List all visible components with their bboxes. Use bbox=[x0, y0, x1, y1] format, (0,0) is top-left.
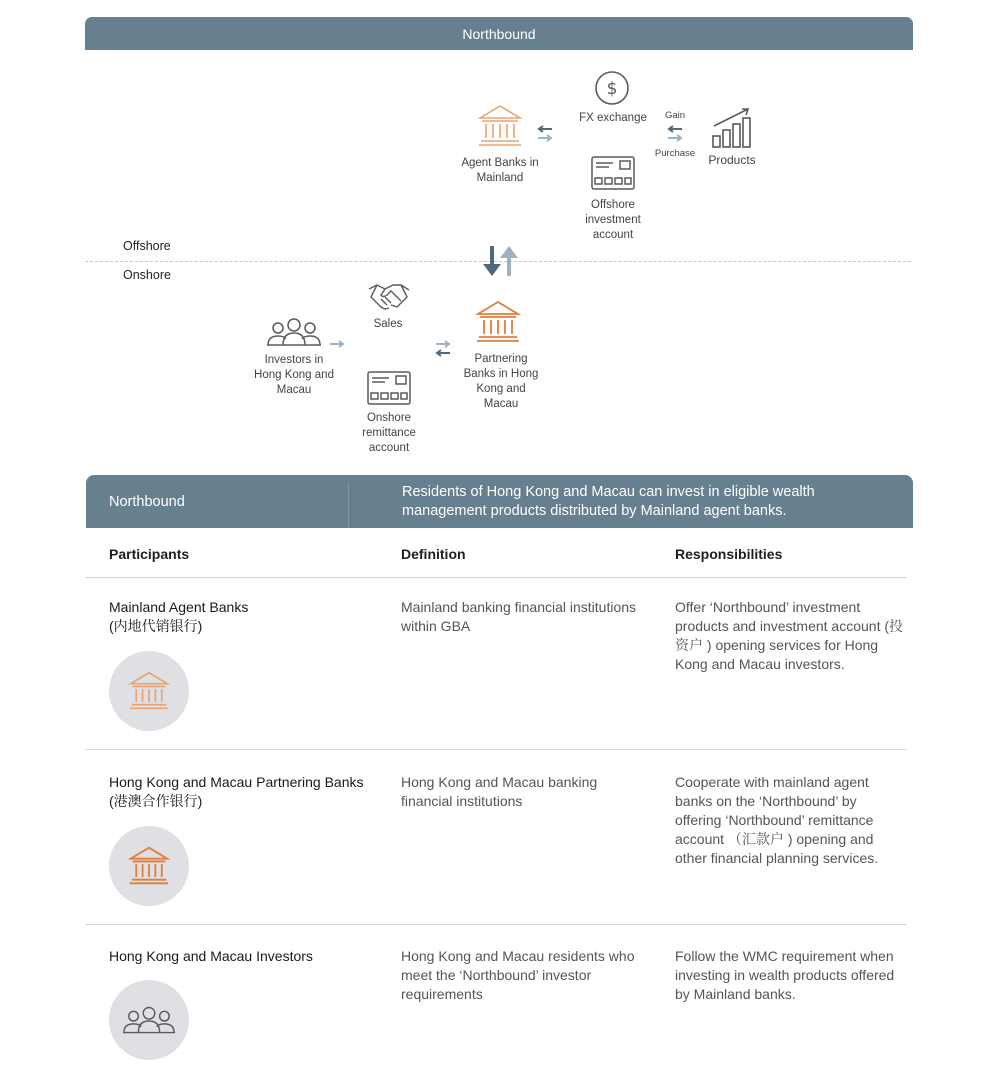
table-divider bbox=[85, 577, 907, 578]
responsibilities-cell: Cooperate with mainland agent banks on the ‘Northbound’ by offering ‘Northbound’ remittance account （汇款户 ) opening and other financial planning services. bbox=[675, 774, 879, 866]
fx-exchange-label: FX exchange bbox=[579, 112, 647, 124]
column-header-responsibilities: Responsibilities bbox=[675, 546, 783, 562]
mainland-bank-avatar bbox=[109, 651, 189, 731]
responsibilities-cell: Follow the WMC requirement when investing in wealth products offered by Mainland banks. bbox=[675, 948, 895, 1002]
banner-title: Northbound bbox=[462, 25, 536, 42]
onshore-zone-label: Onshore bbox=[123, 268, 171, 282]
bank-icon bbox=[127, 845, 171, 887]
definition-cell: Mainland banking financial institutions within GBA bbox=[401, 599, 637, 634]
agent-bank-icon bbox=[476, 103, 524, 154]
partnering-banks-label: Partnering Banks in Hong Kong and Macau bbox=[463, 353, 539, 410]
responsibilities-cell: Offer ‘Northbound’ investment products and investment account (投资户 ) opening services for Hong Kong and Macau investors. bbox=[675, 599, 904, 672]
sales-label: Sales bbox=[373, 318, 403, 330]
partnering-bank-avatar bbox=[109, 826, 189, 906]
participant-name: Mainland Agent Banks bbox=[109, 599, 249, 615]
onshore-exchange-arrows bbox=[434, 339, 452, 364]
definition-cell: Hong Kong and Macau residents who meet the ‘Northbound’ investor requirements bbox=[401, 948, 635, 1002]
table-header-label: Northbound bbox=[109, 494, 185, 510]
growth-chart-icon bbox=[710, 106, 756, 155]
table-header-banner bbox=[86, 475, 913, 528]
investors-arrow bbox=[329, 337, 345, 355]
agent-banks-label: Agent Banks in Mainland bbox=[461, 157, 539, 184]
onshore-card-icon bbox=[367, 371, 411, 410]
purchase-label: Purchase bbox=[654, 148, 696, 159]
dollar-coin-icon bbox=[594, 70, 630, 111]
definition-cell: Hong Kong and Macau banking financial institutions bbox=[401, 774, 598, 809]
offshore-account-label: Offshore investment account bbox=[585, 199, 641, 241]
column-header-participants: Participants bbox=[109, 546, 190, 562]
participant-name: Hong Kong and Macau Investors bbox=[109, 948, 313, 964]
table-header-description: Residents of Hong Kong and Macau can invest in eligible wealth management products distributed by Mainland agent banks. bbox=[402, 484, 815, 519]
column-header-definition: Definition bbox=[401, 546, 466, 562]
table-header-separator bbox=[348, 483, 349, 528]
products-label: Products bbox=[708, 153, 756, 167]
table-divider bbox=[85, 924, 907, 925]
bank-icon bbox=[127, 670, 171, 712]
vertical-transfer-arrows bbox=[480, 244, 520, 283]
offshore-card-icon bbox=[591, 156, 635, 195]
table-row bbox=[109, 598, 379, 636]
investors-label: Investors in Hong Kong and Macau bbox=[254, 354, 334, 396]
table-row bbox=[109, 773, 394, 811]
table-divider bbox=[85, 749, 907, 750]
onshore-account-label: Onshore remittance account bbox=[362, 412, 416, 454]
partnering-bank-icon bbox=[474, 299, 522, 350]
agent-fx-arrows bbox=[536, 124, 554, 149]
svg-text:$: $ bbox=[606, 79, 618, 99]
handshake-icon bbox=[367, 281, 411, 318]
banner bbox=[85, 17, 913, 50]
offshore-zone-label: Offshore bbox=[123, 239, 171, 253]
investors-avatar bbox=[109, 980, 189, 1060]
people-group-icon bbox=[122, 1005, 176, 1035]
investors-people-icon bbox=[266, 317, 322, 352]
gain-label: Gain bbox=[664, 110, 686, 121]
participant-name-cn: (港澳合作银行) bbox=[109, 793, 203, 809]
table-row bbox=[109, 947, 394, 966]
participant-name: Hong Kong and Macau Partnering Banks bbox=[109, 774, 364, 790]
participant-name-cn: (内地代销银行) bbox=[109, 618, 203, 634]
